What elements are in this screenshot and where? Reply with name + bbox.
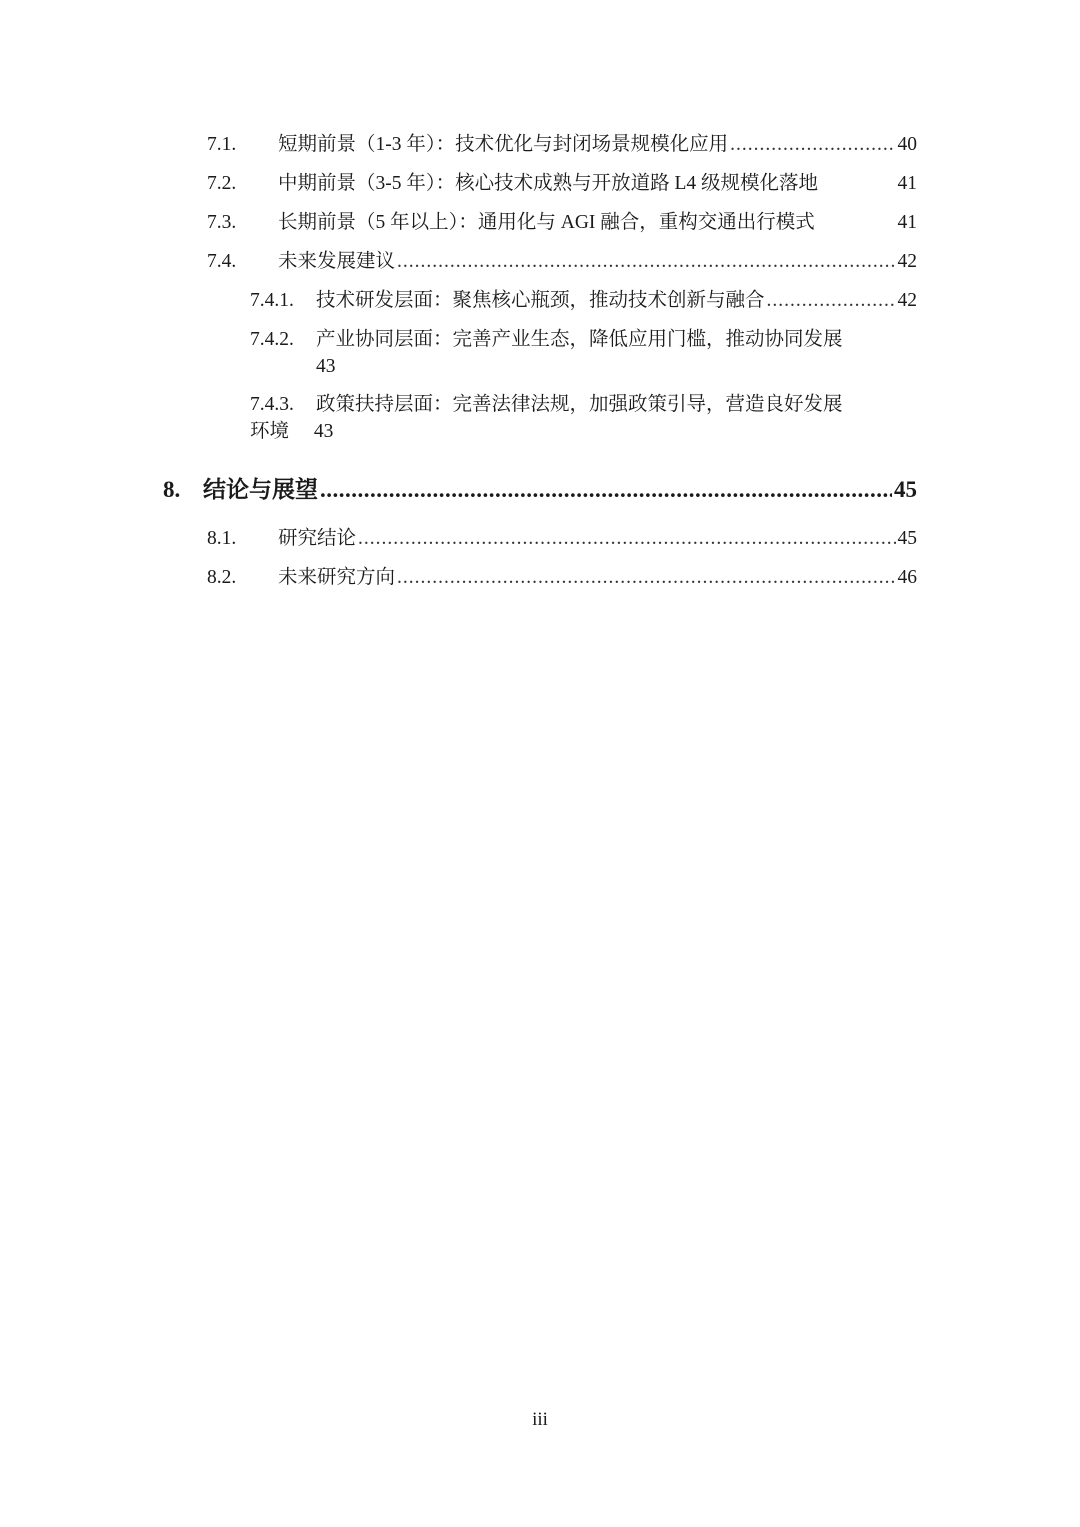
toc-page-number: 40 [897,134,917,155]
toc-number: 7.1. [207,134,237,155]
toc-number: 7.2. [207,173,237,194]
toc-number: 8.1. [207,528,237,549]
toc-page-number: 42 [897,290,917,311]
toc-title-line2: 环境 [250,421,290,442]
toc-number: 7.4.2. [250,329,294,350]
toc-entry-line [250,328,917,352]
toc-entry-7-4-1[interactable] [250,289,917,313]
dot-leader [320,476,892,504]
toc-title-continued [250,420,333,444]
toc-page-number: 41 [897,212,917,233]
toc-entry-7-2[interactable] [207,172,917,196]
toc-number: 8.2. [207,567,237,588]
toc-title: 技术研发层面：聚焦核心瓶颈，推动技术创新与融合 [316,290,765,311]
toc-title: 研究结论 [278,528,357,549]
dot-leader [730,133,895,157]
toc-entry-line [250,393,917,417]
toc-page-number: 45 [894,477,917,502]
toc-entry-7-4[interactable] [207,250,917,274]
dot-leader [358,527,895,551]
toc-entry-8-1[interactable] [207,527,917,551]
toc-chapter-number: 8. [163,477,181,502]
toc-page-number: 43 [313,421,334,442]
toc-title: 长期前景（5 年以上）：通用化与 AGI 融合，重构交通出行模式 [278,212,815,233]
toc-entry-7-1[interactable] [207,133,917,157]
toc-page-number: 41 [897,173,917,194]
toc-page-number: 46 [897,567,917,588]
toc-number: 7.4. [207,251,237,272]
toc-entry-7-3[interactable] [207,211,917,235]
toc-title: 中期前景（3-5 年）：核心技术成熟与开放道路 L4 级规模化落地 [278,173,819,194]
toc-page-number: 42 [897,251,917,272]
toc-number: 7.3. [207,212,237,233]
toc-chapter-8[interactable] [163,476,917,504]
toc-title: 未来发展建议 [278,251,396,272]
dot-leader [397,250,895,274]
dot-leader [767,289,896,313]
toc-chapter-title: 结论与展望 [203,477,318,502]
toc-number: 7.4.3. [250,394,294,415]
toc-title: 未来研究方向 [278,567,396,588]
footer-page-number: iii [532,1409,548,1430]
dot-leader [397,566,895,590]
toc-page-number: 45 [897,528,917,549]
toc-page-number: 43 [316,356,336,377]
toc-title: 政策扶持层面：完善法律法规，加强政策引导，营造良好发展 [316,394,843,415]
toc-entry-8-2[interactable] [207,566,917,590]
toc-title: 产业协同层面：完善产业生态，降低应用门槛，推动协同发展 [316,329,843,350]
toc-number: 7.4.1. [250,290,294,311]
toc-title: 短期前景（1-3 年）：技术优化与封闭场景规模化应用 [278,134,729,155]
